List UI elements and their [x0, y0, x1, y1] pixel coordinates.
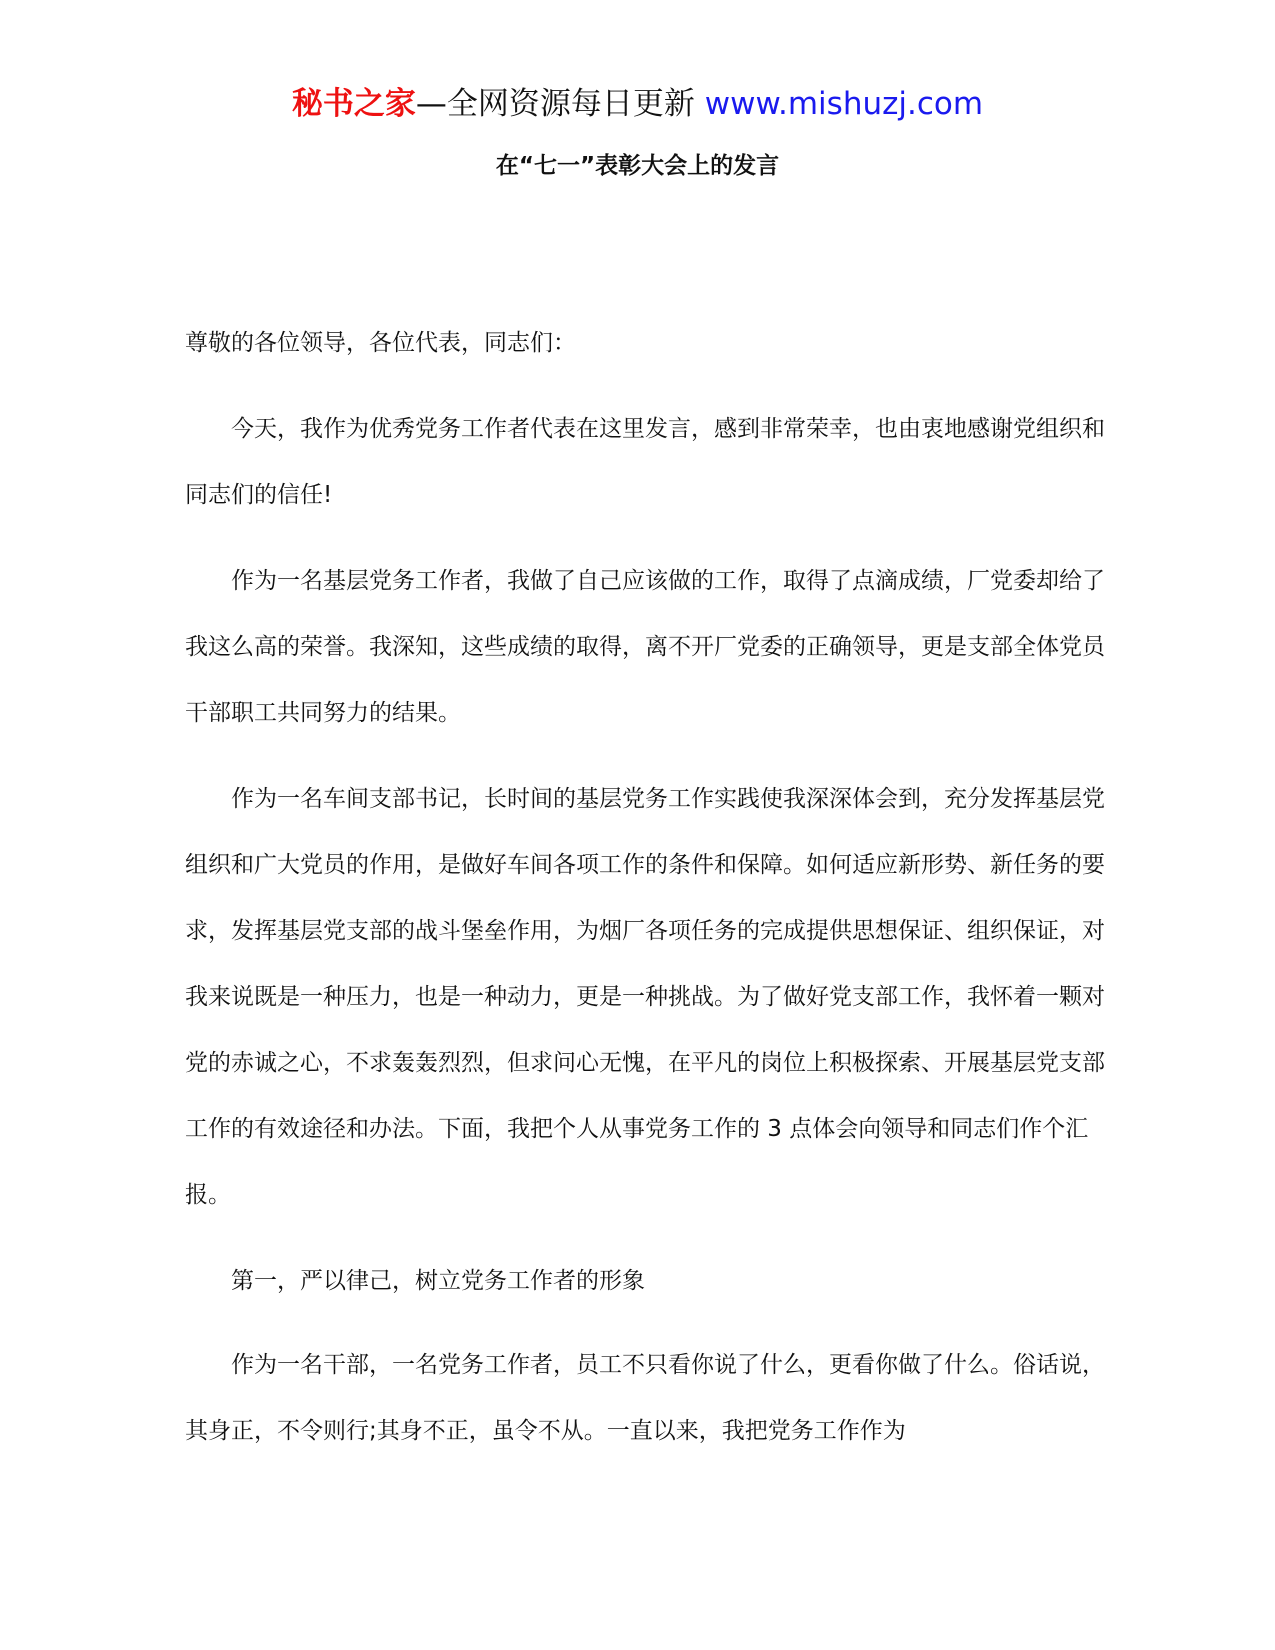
site-header	[0, 84, 1275, 124]
paragraph-2: 作为一名基层党务工作者，我做了自己应该做的工作，取得了点滴成绩，厂党委却给了我这么高的荣誉。我深知，这些成绩的取得，离不开厂党委的正确领导，更是支部全体党员干部职工共同努力的结果。	[185, 568, 1105, 726]
site-tagline: —全网资源每日更新	[415, 86, 705, 122]
document-title: 在“七一”表彰大会上的发言	[495, 153, 780, 179]
site-brand: 秘书之家	[291, 86, 416, 122]
paragraph-3: 作为一名车间支部书记，长时间的基层党务工作实践使我深深体会到，充分发挥基层党组织和广大党员的作用，是做好车间各项工作的条件和保障。如何适应新形势、新任务的要求，发挥基层党支部的战斗堡垒作用，为烟厂各项任务的完成提供思想保证、组织保证，对我来说既是一种压力，也是一种动力，更是一种挑战。为了做好党支部工作，我怀着一颗对党的赤诚之心，不求轰轰烈烈，但求问心无愧，在平凡的岗位上积极探索、开展基层党支部工作的有效途径和办法。下面，我把个人从事党务工作的 3 点体会向领导和同志们作个汇报。	[185, 786, 1105, 1208]
document-body	[185, 310, 1105, 1484]
paragraph-4: 作为一名干部，一名党务工作者，员工不只看你说了什么，更看你做了什么。俗话说，其身正，不令则行;其身不正，虽令不从。一直以来，我把党务工作作为	[185, 1352, 1105, 1444]
site-url-link[interactable]: www.mishuzj.com	[704, 86, 984, 122]
greeting-line: 尊敬的各位领导，各位代表，同志们：	[185, 330, 576, 356]
paragraph-1: 今天，我作为优秀党务工作者代表在这里发言，感到非常荣幸，也由衷地感谢党组织和同志们的信任!	[185, 416, 1105, 508]
section-heading-1: 第一，严以律己，树立党务工作者的形象	[231, 1268, 645, 1294]
